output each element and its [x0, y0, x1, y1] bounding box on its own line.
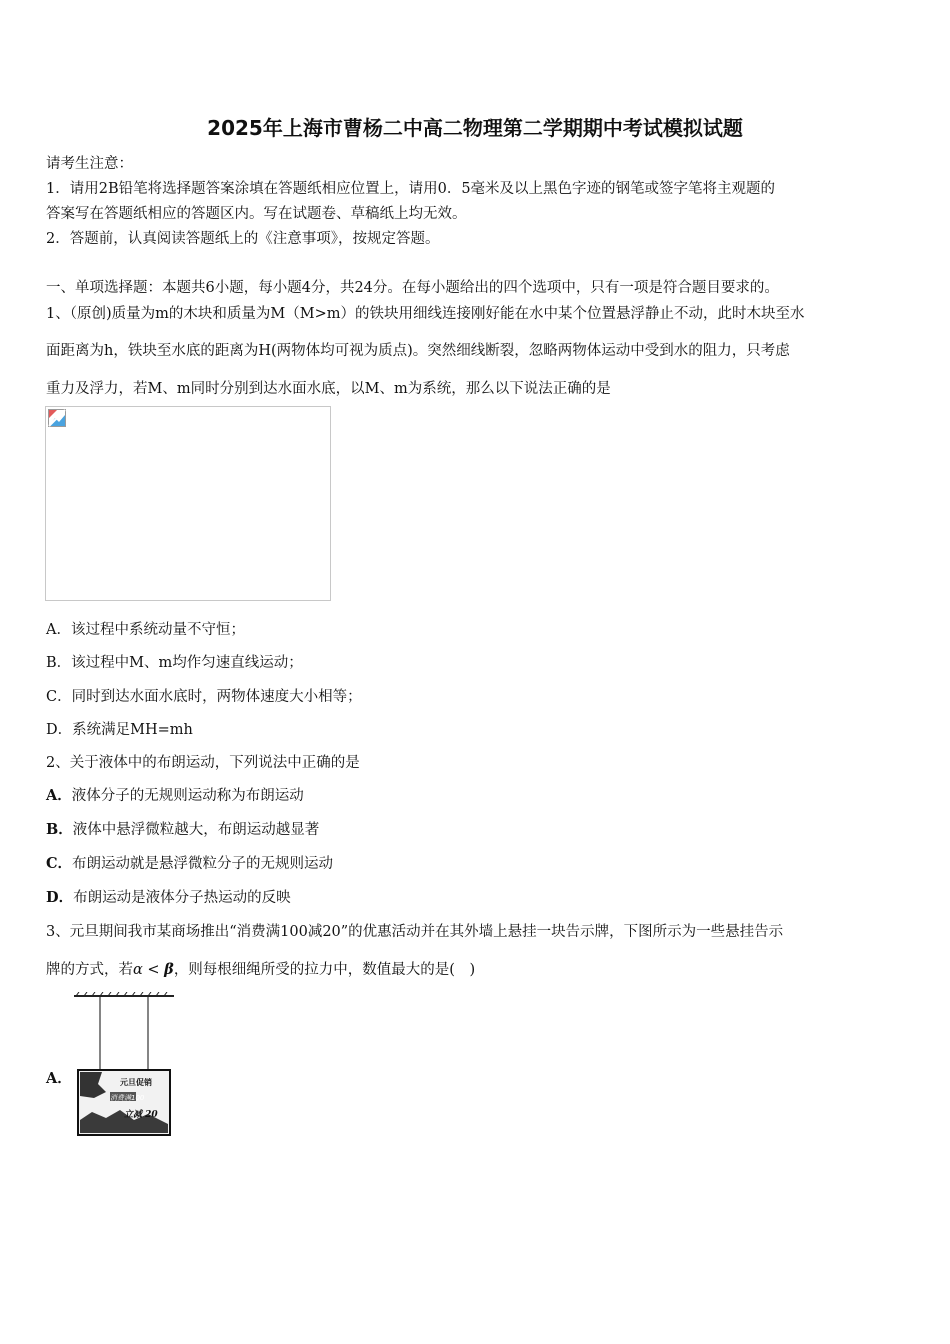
hanging-sign-figure	[72, 992, 176, 1140]
page-title: 2025年上海市曹杨二中高二物理第二学期期中考试模拟试题	[207, 116, 743, 140]
q2-option-a-text: 液体分子的无规则运动称为布朗运动	[71, 788, 304, 804]
q1-option-c: C．同时到达水面水底时，两物体速度大小相等；	[46, 689, 362, 705]
q2-option-c	[46, 852, 333, 873]
q2-option-a	[46, 784, 304, 805]
q3-stem-line-1: 3、元旦期间我市某商场推出“消费满100减20”的优惠活动并在其外墙上悬挂一块告示牌，下图所示为一些悬挂告示	[46, 924, 784, 940]
notice-item-1: 1．请用2B铅笔将选择题答案涂填在答题纸相应位置上，请用0．5毫米及以上黑色字迹的钢笔或签字笔将主观题的	[46, 181, 776, 197]
q2-option-d	[46, 886, 291, 907]
q2-option-d-text: 布朗运动是液体分子热运动的反映	[73, 890, 291, 906]
q3-stem-text-end: ，则每根细绳所受的拉力中，数值最大的是( )	[173, 962, 476, 978]
alpha-symbol: α	[133, 962, 143, 978]
q1-figure-placeholder	[45, 406, 331, 601]
q2-option-c-text: 布朗运动就是悬浮微粒分子的无规则运动	[72, 856, 334, 872]
notice-item-1-cont: 答案写在答题纸相应的答题区内。写在试题卷、草稿纸上均无效。	[46, 206, 467, 222]
q3-stem-text: 牌的方式，若	[46, 962, 133, 978]
broken-image-icon	[48, 409, 66, 427]
q1-option-b: B．该过程中M、m均作匀速直线运动；	[46, 655, 303, 671]
q1-option-a: A．该过程中系统动量不守恒；	[46, 622, 245, 638]
q1-stem-line-1: 1、（原创)质量为m的木块和质量为M（M>m）的铁块用细线连接刚好能在水中某个位置悬浮静止不动，此时木块至水	[46, 306, 805, 322]
sign-bottom-text: 立减 20	[124, 1110, 158, 1120]
q2-option-a-label: A．	[46, 787, 72, 804]
q2-stem: 2、关于液体中的布朗运动，下列说法中正确的是	[46, 755, 360, 771]
notice-item-2: 2．答题前，认真阅读答题纸上的《注意事项》，按规定答题。	[46, 231, 440, 247]
q3-stem-line-2	[46, 958, 475, 979]
q1-stem-line-2: 面距离为h，铁块至水底的距离为H(两物体均可视为质点)。突然细线断裂，忽略两物体运动中受到水的阻力，只考虑	[46, 343, 790, 359]
q1-stem-line-3: 重力及浮力，若M、m同时分别到达水面水底，以M、m为系统，那么以下说法正确的是	[46, 381, 611, 397]
q2-option-d-label: D．	[46, 889, 74, 906]
q2-option-c-label: C．	[46, 855, 73, 872]
beta-symbol: β	[164, 961, 174, 978]
notice-heading: 请考生注意：	[46, 156, 133, 172]
less-than-symbol: <	[142, 962, 165, 978]
section-heading: 一、单项选择题：本题共6小题，每小题4分，共24分。在每小题给出的四个选项中，只有一项是符合题目要求的。	[46, 280, 779, 296]
q1-option-d: D．系统满足MH=mh	[46, 722, 193, 738]
q2-option-b-label: B．	[46, 821, 73, 838]
q2-option-b	[46, 818, 319, 839]
sign-top-text: 元旦促销	[120, 1078, 152, 1087]
q2-option-b-text: 液体中悬浮微粒越大，布朗运动越显著	[72, 822, 320, 838]
q3-option-a-label: A．	[46, 1070, 72, 1087]
sign-mid-text: 消费满100	[110, 1094, 145, 1102]
